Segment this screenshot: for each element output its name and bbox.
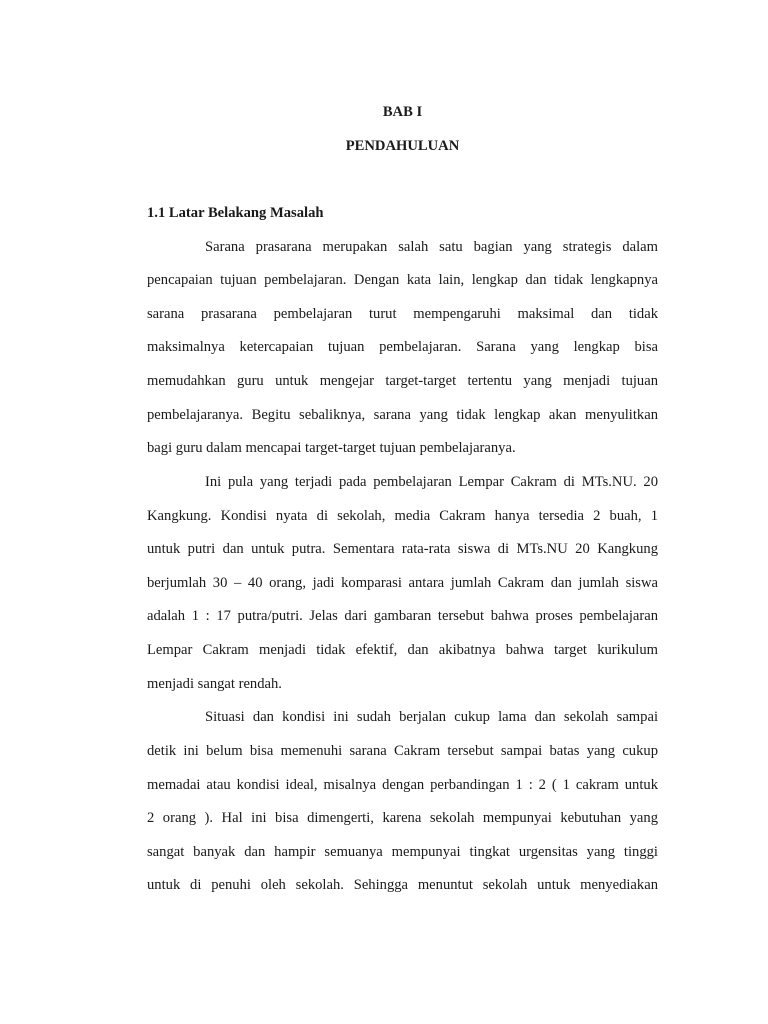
text-line: bagi guru dalam mencapai target-target tujuan pembelajaranya. [147,440,516,457]
blank-line [147,163,658,197]
chapter-title: PENDAHULUAN [345,137,460,154]
text-line: menjadi sangat rendah. [147,675,282,692]
paragraph [147,466,658,701]
text-line: memudahkan guru untuk mengejar target-target tertentu yang menjadi tujuan [147,373,658,389]
text-line: pembelajaranya. Begitu sebaliknya, sarana yang tidak lengkap akan menyulitkan [147,406,658,423]
text-line: berjumlah 30 – 40 orang, jadi komparasi antara jumlah Cakram dan jumlah siswa [147,574,658,591]
document-page [147,96,658,903]
text-line: Ini pula yang terjadi pada pembelajaran Lempar Cakram di MTs.NU. 20 [205,473,658,490]
section-heading: 1.1 Latar Belakang Masalah [147,204,324,221]
text-line: 2 orang ). Hal ini bisa dimengerti, karena sekolah mempunyai kebutuhan yang [147,810,658,827]
text-line: Kangkung. Kondisi nyata di sekolah, media Cakram hanya tersedia 2 buah, 1 [147,507,658,524]
text-line: sangat banyak dan hampir semuanya mempunyai tingkat urgensitas yang tinggi [147,843,658,860]
text-line: Situasi dan kondisi ini sudah berjalan cukup lama dan sekolah sampai [205,709,658,726]
paragraph [147,701,658,903]
paragraph [147,231,658,466]
body-text [147,231,658,904]
text-line: Sarana prasarana merupakan salah satu bagian yang strategis dalam [205,238,658,255]
text-line: detik ini belum bisa memenuhi sarana Cakram tersebut sampai batas yang cukup [147,742,658,759]
text-line: sarana prasarana pembelajaran turut mempengaruhi maksimal dan tidak [147,305,658,322]
text-line: untuk di penuhi oleh sekolah. Sehingga menuntut sekolah untuk menyediakan [147,877,658,894]
text-line: pencapaian tujuan pembelajaran. Dengan kata lain, lengkap dan tidak lengkapnya [147,272,658,289]
text-line: maksimalnya ketercapaian tujuan pembelajaran. Sarana yang lengkap bisa [147,339,658,356]
text-line: adalah 1 : 17 putra/putri. Jelas dari gambaran tersebut bahwa proses pembelajaran [147,608,658,625]
chapter-number: BAB I [382,104,423,120]
text-line: Lempar Cakram menjadi tidak efektif, dan akibatnya bahwa target kurikulum [147,642,658,658]
text-line: memadai atau kondisi ideal, misalnya dengan perbandingan 1 : 2 ( 1 cakram untuk [147,776,658,793]
text-line: untuk putri dan untuk putra. Sementara rata-rata siswa di MTs.NU 20 Kangkung [147,541,658,558]
